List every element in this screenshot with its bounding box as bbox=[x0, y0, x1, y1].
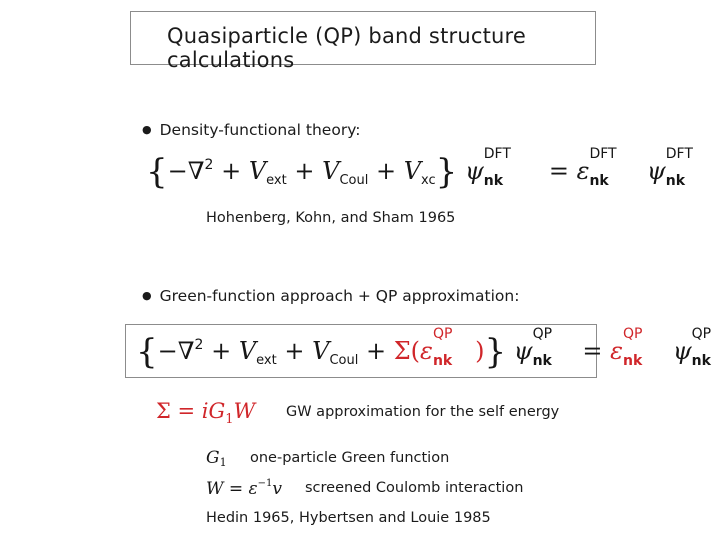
self-energy-formula: $\Sigma = iG_1W$ bbox=[156, 399, 256, 427]
self-energy-description: GW approximation for the self energy bbox=[286, 404, 560, 420]
bullet-dft-label: Density-functional theory: bbox=[159, 121, 361, 139]
dft-reference: Hohenberg, Kohn, and Sham 1965 bbox=[206, 210, 456, 226]
bullet-dot-icon: ● bbox=[142, 289, 152, 302]
bullet-gw bbox=[142, 287, 519, 305]
bullet-dot-icon: ● bbox=[142, 123, 152, 136]
g1-symbol: G1 bbox=[206, 448, 227, 469]
slide-title: Quasiparticle (QP) band structure calculations bbox=[167, 24, 527, 72]
bullet-gw-label: Green-function approach + QP approximation: bbox=[159, 287, 520, 305]
w-description: screened Coulomb interaction bbox=[305, 480, 524, 496]
w-formula: $W = \varepsilon^{-1}v$ bbox=[206, 478, 283, 499]
kohn-sham-equation: $\{-\nabla^2 + V_{ext} + V_{Coul} + V_{xc}\}$ ψ DFT nk = ε DFT nk ψ DFT nk bbox=[146, 146, 693, 192]
qp-equation: {$-\nabla^2 + V_{ext} + V_{Coul} + \Sigma(\varepsilon$ QP nk )} ψ QP nk = ε QP nk ψ QP nk bbox=[136, 326, 712, 372]
gw-reference: Hedin 1965, Hybertsen and Louie 1985 bbox=[206, 510, 491, 526]
bullet-dft bbox=[142, 121, 360, 139]
title-box bbox=[130, 11, 596, 72]
g1-description: one-particle Green function bbox=[250, 450, 450, 466]
